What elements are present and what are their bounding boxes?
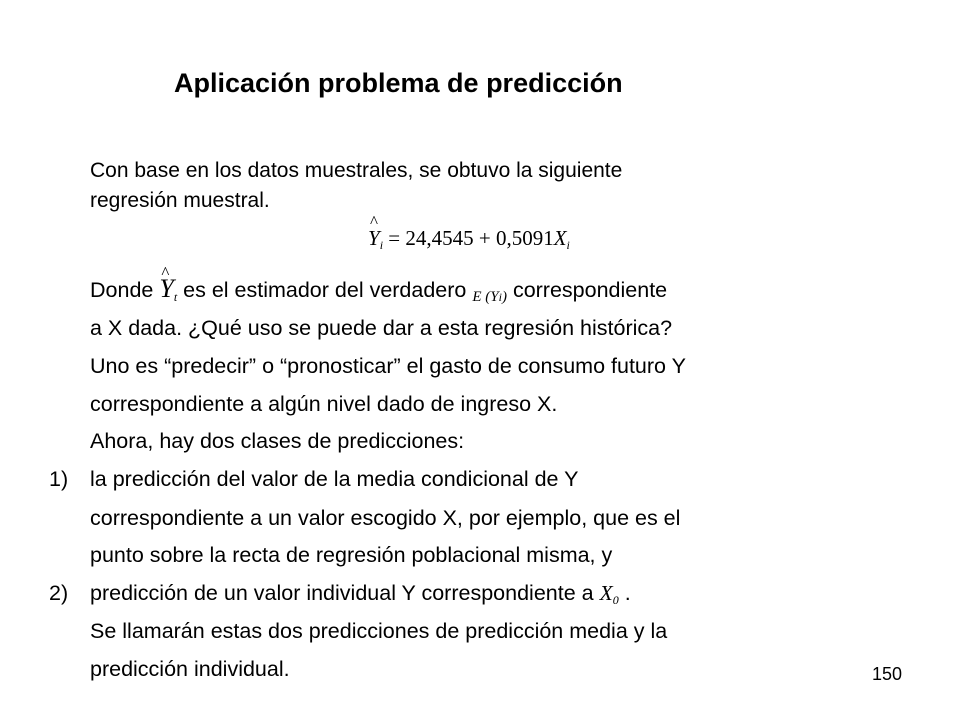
list-item-1-line-2: correspondiente a un valor escogido X, por ejemplo, que es el [90,506,681,530]
page-number: 150 [872,664,903,684]
expectation-subscript: i [498,290,502,304]
expectation-close: ) [501,289,507,305]
body-line-3: Uno es “predecir” o “pronosticar” el gasto de consumo futuro Y [90,354,686,378]
intro-line-1: Con base en los datos muestrales, se obtuvo la siguiente [90,159,623,182]
x-zero-symbol: X [599,581,613,605]
equation-coefficients: = 24,4545 + 0,5091 [383,226,554,250]
x-zero-subscript: 0 [612,593,619,607]
expectation-symbol: E (Y [472,289,499,305]
regression-equation [368,224,570,259]
slide-title: Aplicación problema de predicción [174,68,623,98]
list-item-2-text: predicción de un valor individual Y correspondiente a [90,581,600,605]
list-item-1-line-1: la predicción del valor de la media condicional de Y [90,467,579,491]
body-final-line-2: predicción individual. [90,657,290,681]
x-variable: X [553,226,567,250]
estimator-text: es el estimador del verdadero [183,278,473,302]
body-line-5: Ahora, hay dos clases de predicciones: [90,429,465,453]
inline-y-hat-symbol: ^ Y [159,274,173,304]
inline-y-hat [159,274,177,312]
list-item-2-number: 2) [49,581,69,605]
body-final-line-1: Se llamarán estas dos predicciones de predicción media y la [90,619,668,643]
x-subscript: i [566,238,570,252]
x-zero-expression [600,578,619,615]
y-hat-symbol: ^ Y [368,224,380,252]
y-hat-subscript: i [379,238,384,252]
intro-line-2: regresión muestral. [90,189,270,212]
expectation-expression [472,275,507,312]
body-line-4: correspondiente a algún nivel dado de ingreso X. [90,392,558,416]
body-line-1 [90,274,667,312]
list-item-1-line-3: punto sobre la recta de regresión poblacional misma, y [90,543,613,567]
correspondiente-text: correspondiente [512,278,668,302]
list-item-2-period: . [624,581,631,605]
inline-y-hat-subscript: t [173,290,178,304]
body-line-2: a X dada. ¿Qué uso se puede dar a esta regresión histórica? [90,316,673,340]
intro-paragraph [90,156,622,216]
list-item-1-number: 1) [49,467,69,491]
donde-text: Donde [90,278,160,302]
list-item-2-line [90,578,631,615]
